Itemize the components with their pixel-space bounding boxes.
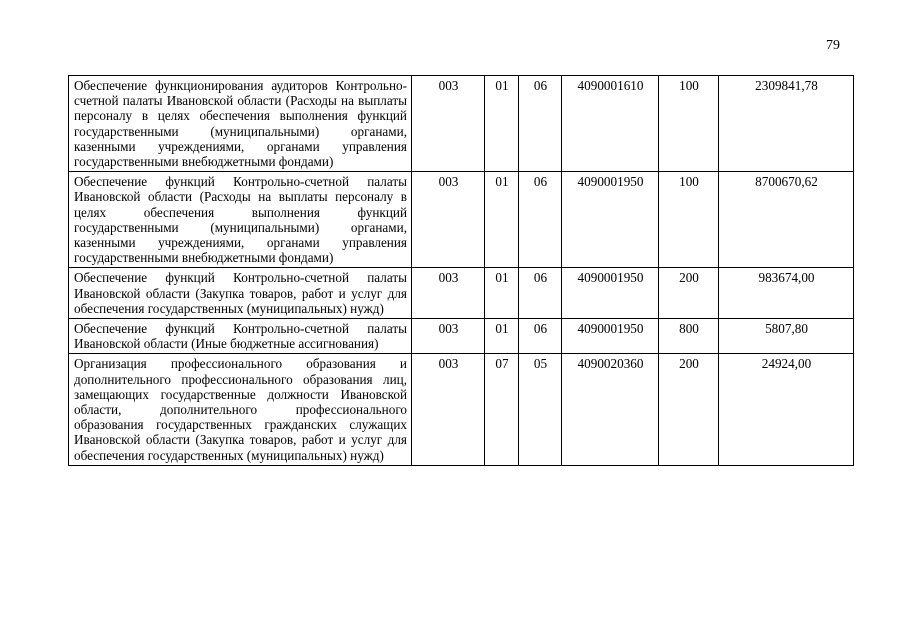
expense-type-code: 200	[659, 268, 719, 319]
subsection-code: 06	[519, 172, 562, 268]
subsection-code: 05	[519, 354, 562, 465]
section-code: 01	[485, 172, 519, 268]
expense-type-code: 800	[659, 319, 719, 354]
budget-table	[68, 75, 854, 466]
row-description: Обеспечение функционирования аудиторов Контрольно-счетной палаты Ивановской области (Расходы на выплаты персоналу в целях обеспечения выполнения функций государственными (муниципальными) органами, казенными учреждениями, органами управления государственными внебюджетными фондами)	[69, 76, 412, 172]
section-code: 07	[485, 354, 519, 465]
ministry-code: 003	[412, 76, 485, 172]
page-number: 79	[826, 38, 840, 53]
row-description: Обеспечение функций Контрольно-счетной палаты Ивановской области (Закупка товаров, работ и услуг для обеспечения государственных (муниципальных) нужд)	[69, 268, 412, 319]
table-row	[69, 354, 854, 465]
table-row	[69, 268, 854, 319]
expense-type-code: 100	[659, 76, 719, 172]
target-article-code: 4090001610	[562, 76, 659, 172]
target-article-code: 4090001950	[562, 268, 659, 319]
section-code: 01	[485, 319, 519, 354]
section-code: 01	[485, 268, 519, 319]
ministry-code: 003	[412, 172, 485, 268]
subsection-code: 06	[519, 319, 562, 354]
target-article-code: 4090001950	[562, 319, 659, 354]
target-article-code: 4090020360	[562, 354, 659, 465]
section-code: 01	[485, 76, 519, 172]
ministry-code: 003	[412, 354, 485, 465]
row-description: Организация профессионального образования и дополнительного профессионального образования лиц, замещающих государственные должности Ивановской области, дополнительного профессионального образования государственных гражданских служащих Ивановской области (Закупка товаров, работ и услуг для обеспечения государственных (муниципальных) нужд)	[69, 354, 412, 465]
row-description: Обеспечение функций Контрольно-счетной палаты Ивановской области (Расходы на выплаты персоналу в целях обеспечения выполнения функций государственными (муниципальными) органами, казенными учреждениями, органами управления государственными внебюджетными фондами)	[69, 172, 412, 268]
amount: 983674,00	[719, 268, 854, 319]
table-row	[69, 172, 854, 268]
subsection-code: 06	[519, 76, 562, 172]
amount: 8700670,62	[719, 172, 854, 268]
expense-type-code: 100	[659, 172, 719, 268]
amount: 2309841,78	[719, 76, 854, 172]
target-article-code: 4090001950	[562, 172, 659, 268]
table-row	[69, 319, 854, 354]
table-row	[69, 76, 854, 172]
ministry-code: 003	[412, 319, 485, 354]
amount: 24924,00	[719, 354, 854, 465]
subsection-code: 06	[519, 268, 562, 319]
row-description: Обеспечение функций Контрольно-счетной палаты Ивановской области (Иные бюджетные ассигнования)	[69, 319, 412, 354]
expense-type-code: 200	[659, 354, 719, 465]
ministry-code: 003	[412, 268, 485, 319]
amount: 5807,80	[719, 319, 854, 354]
